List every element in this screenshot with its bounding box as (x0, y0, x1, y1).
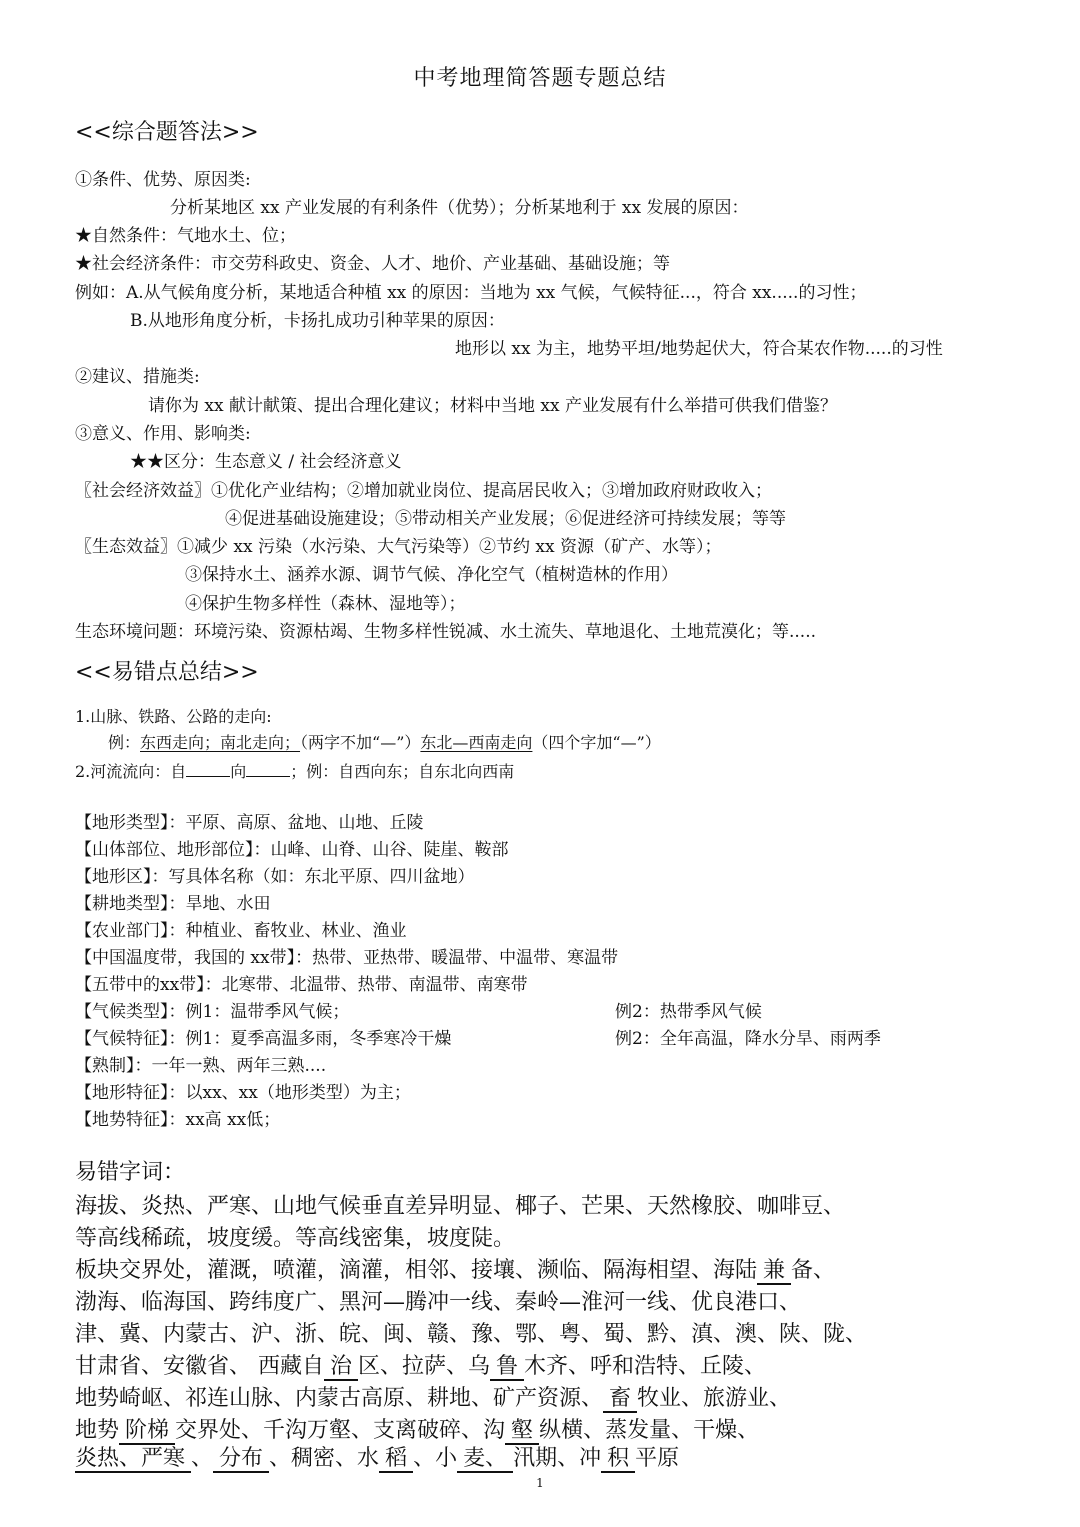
underlined-word: 麦、 (457, 1447, 513, 1473)
climate-feature-example-2: 例2：全年高温，降水分旱、雨两季 (615, 1029, 881, 1049)
q2-heading: ②建议、措施类: (75, 367, 200, 387)
underlined-word: 畜 (603, 1387, 637, 1413)
econ-benefits-2: ④促进基础设施建设；⑤带动相关产业发展；⑥促进经济可持续发展；等等 (225, 509, 786, 529)
words-line (75, 1258, 835, 1285)
words-text: 板块交界处，灌溉，喷灌，滴灌，相邻、接壤、濒临、隔海相望、海陆 (75, 1258, 758, 1283)
q1-description: 分析某地区 xx 产业发展的有利条件（优势）；分析某地利于 xx 发展的原因： (170, 198, 749, 218)
words-text: 甘肃省、安徽省、 西藏自 (75, 1354, 324, 1379)
section-heading-mistakes: <<易错点总结>> (75, 660, 259, 685)
underlined-word: 兼 (757, 1259, 791, 1285)
words-text: 地势崎岖、祁连山脉、内蒙古高原、耕地、矿产资源、 (75, 1386, 604, 1411)
q2-description: 请你为 xx 献计献策、提出合理化建议；材料中当地 xx 产业发展有什么举措可供我们借鉴？ (148, 396, 837, 416)
underlined-word: 鲁 (490, 1355, 524, 1381)
climate-type-example-1: 【气候类型】：例1：温带季风气候； (75, 1002, 350, 1022)
words-text: 牧业、旅游业、 (637, 1386, 792, 1411)
term-line: 【熟制】：一年一熟、两年三熟.... (75, 1056, 327, 1076)
words-text: 地势 (75, 1418, 120, 1443)
underlined-direction-four: 东北—西南走向 (420, 733, 533, 752)
term-line: 【农业部门】：种植业、畜牧业、林业、渔业 (75, 921, 407, 941)
underlined-word: 壑 (505, 1419, 539, 1445)
words-text: 、稠密、水 (269, 1446, 380, 1471)
q1-heading: ①条件、优势、原因类: (75, 170, 251, 190)
example-b-answer: 地形以 xx 为主，地势平坦/地势起伏大，符合某农作物.....的习性 (455, 339, 943, 359)
eco-benefits-3: ④保护生物多样性（森林、湿地等）； (185, 594, 466, 614)
words-line (75, 1446, 679, 1473)
underlined-word: 炎热、严寒 (75, 1447, 191, 1473)
example-prefix: 例： (108, 733, 141, 752)
point-2-text-a: 2.河流流向：自 (75, 762, 187, 781)
term-line: 【中国温度带，我国的 xx带】：热带、亚热带、暖温带、中温带、寒温带 (75, 948, 619, 968)
natural-conditions: ★自然条件：气地水土、位； (75, 226, 296, 246)
words-line: 津、冀、内蒙古、沪、浙、皖、闽、赣、豫、鄂、粤、蜀、黔、滇、澳、陕、陇、 (75, 1322, 868, 1347)
climate-feature-example-1: 【气候特征】：例1：夏季高温多雨，冬季寒冷干燥 (75, 1029, 452, 1049)
underlined-word: 分布 (213, 1447, 269, 1473)
words-line (75, 1418, 759, 1445)
eco-benefits-2: ③保持水土、涵养水源、调节气候、净化空气（植树造林的作用） (185, 565, 678, 585)
term-line: 【山体部位、地形部位】：山峰、山脊、山谷、陡崖、鞍部 (75, 840, 509, 860)
underlined-word: 治 (324, 1355, 358, 1381)
words-line: 渤海、临海国、跨纬度广、黑河—腾冲一线、秦岭—淮河一线、优良港口、 (75, 1290, 802, 1315)
example-a: 例如：A.从气候角度分析，某地适合种植 xx 的原因：当地为 xx 气候，气候特征...，符合 xx.....的习性； (75, 283, 867, 303)
climate-feature-line (75, 1029, 881, 1049)
point-2-text-b: 向 (230, 762, 247, 781)
page-number: 1 (536, 1476, 544, 1490)
example-note-two: （两字不加“—”） (300, 733, 421, 752)
point-1-example (108, 733, 661, 752)
words-text: 备、 (791, 1258, 836, 1283)
underlined-word: 阶梯 (119, 1419, 175, 1445)
econ-benefits-1: 〖社会经济效益〗①优化产业结构；②增加就业岗位、提高居民收入；③增加政府财政收入； (75, 481, 772, 501)
term-line: 【五带中的xx带】：北寒带、北温带、热带、南温带、南寒带 (75, 975, 528, 995)
example-b: B.从地形角度分析，卡扬扎成功引种苹果的原因： (130, 311, 505, 331)
point-2-text-c: ；例：自西向东；自东北向西南 (290, 762, 515, 781)
words-text: 纵横、蒸发量、干燥、 (539, 1418, 760, 1443)
words-text: 、小 (413, 1446, 458, 1471)
words-line: 等高线稀疏，坡度缓。等高线密集，坡度陡。 (75, 1226, 516, 1251)
point-2 (75, 760, 514, 781)
underlined-word: 稻 (379, 1447, 413, 1473)
words-text: 木齐、呼和浩特、丘陵、 (524, 1354, 767, 1379)
climate-type-example-2: 例2：热带季风气候 (615, 1002, 762, 1022)
words-text: 汛期、冲 (513, 1446, 602, 1471)
words-text: 交界处、千沟万壑、支离破碎、沟 (175, 1418, 506, 1443)
term-line: 【地形区】：写具体名称（如：东北平原、四川盆地） (75, 867, 475, 887)
social-conditions: ★社会经济条件：市交劳科政史、资金、人才、地价、产业基础、基础设施；等 (75, 254, 670, 274)
underlined-directions-two: 东西走向；南北走向； (140, 733, 301, 752)
q3-heading: ③意义、作用、影响类: (75, 424, 251, 444)
words-text: 、 (191, 1446, 214, 1471)
words-heading: 易错字词： (75, 1160, 186, 1185)
words-line (75, 1386, 791, 1413)
section-heading-comprehensive: <<综合题答法>> (75, 120, 259, 145)
words-text: 平原 (635, 1446, 680, 1471)
underlined-word: 积 (601, 1447, 635, 1473)
point-1: 1.山脉、铁路、公路的走向: (75, 707, 272, 726)
environment-problems: 生态环境问题：环境污染、资源枯竭、生物多样性锐减、水土流失、草地退化、土地荒漠化；等..... (75, 622, 817, 642)
q3-distinguish: ★★区分：生态意义 / 社会经济意义 (130, 452, 402, 472)
example-note-four: （四个字加“—”） (532, 733, 661, 752)
words-text: 区、拉萨、乌 (358, 1354, 491, 1379)
words-line (75, 1354, 766, 1381)
term-line: 【地形类型】：平原、高原、盆地、山地、丘陵 (75, 813, 424, 833)
term-line: 【耕地类型】：旱地、水田 (75, 894, 271, 914)
term-line: 【地形特征】：以xx、xx（地形类型）为主； (75, 1083, 411, 1103)
page-title: 中考地理简答题专题总结 (413, 66, 667, 91)
fill-blank (186, 760, 230, 777)
words-line: 海拔、炎热、严寒、山地气候垂直差异明显、椰子、芒果、天然橡胶、咖啡豆、 (75, 1194, 846, 1219)
eco-benefits-1: 〖生态效益〗①减少 xx 污染（水污染、大气污染等）②节约 xx 资源（矿产、水等）； (75, 537, 722, 557)
fill-blank (246, 760, 290, 777)
term-line: 【地势特征】：xx高 xx低； (75, 1110, 281, 1130)
climate-type-line (75, 1002, 762, 1022)
